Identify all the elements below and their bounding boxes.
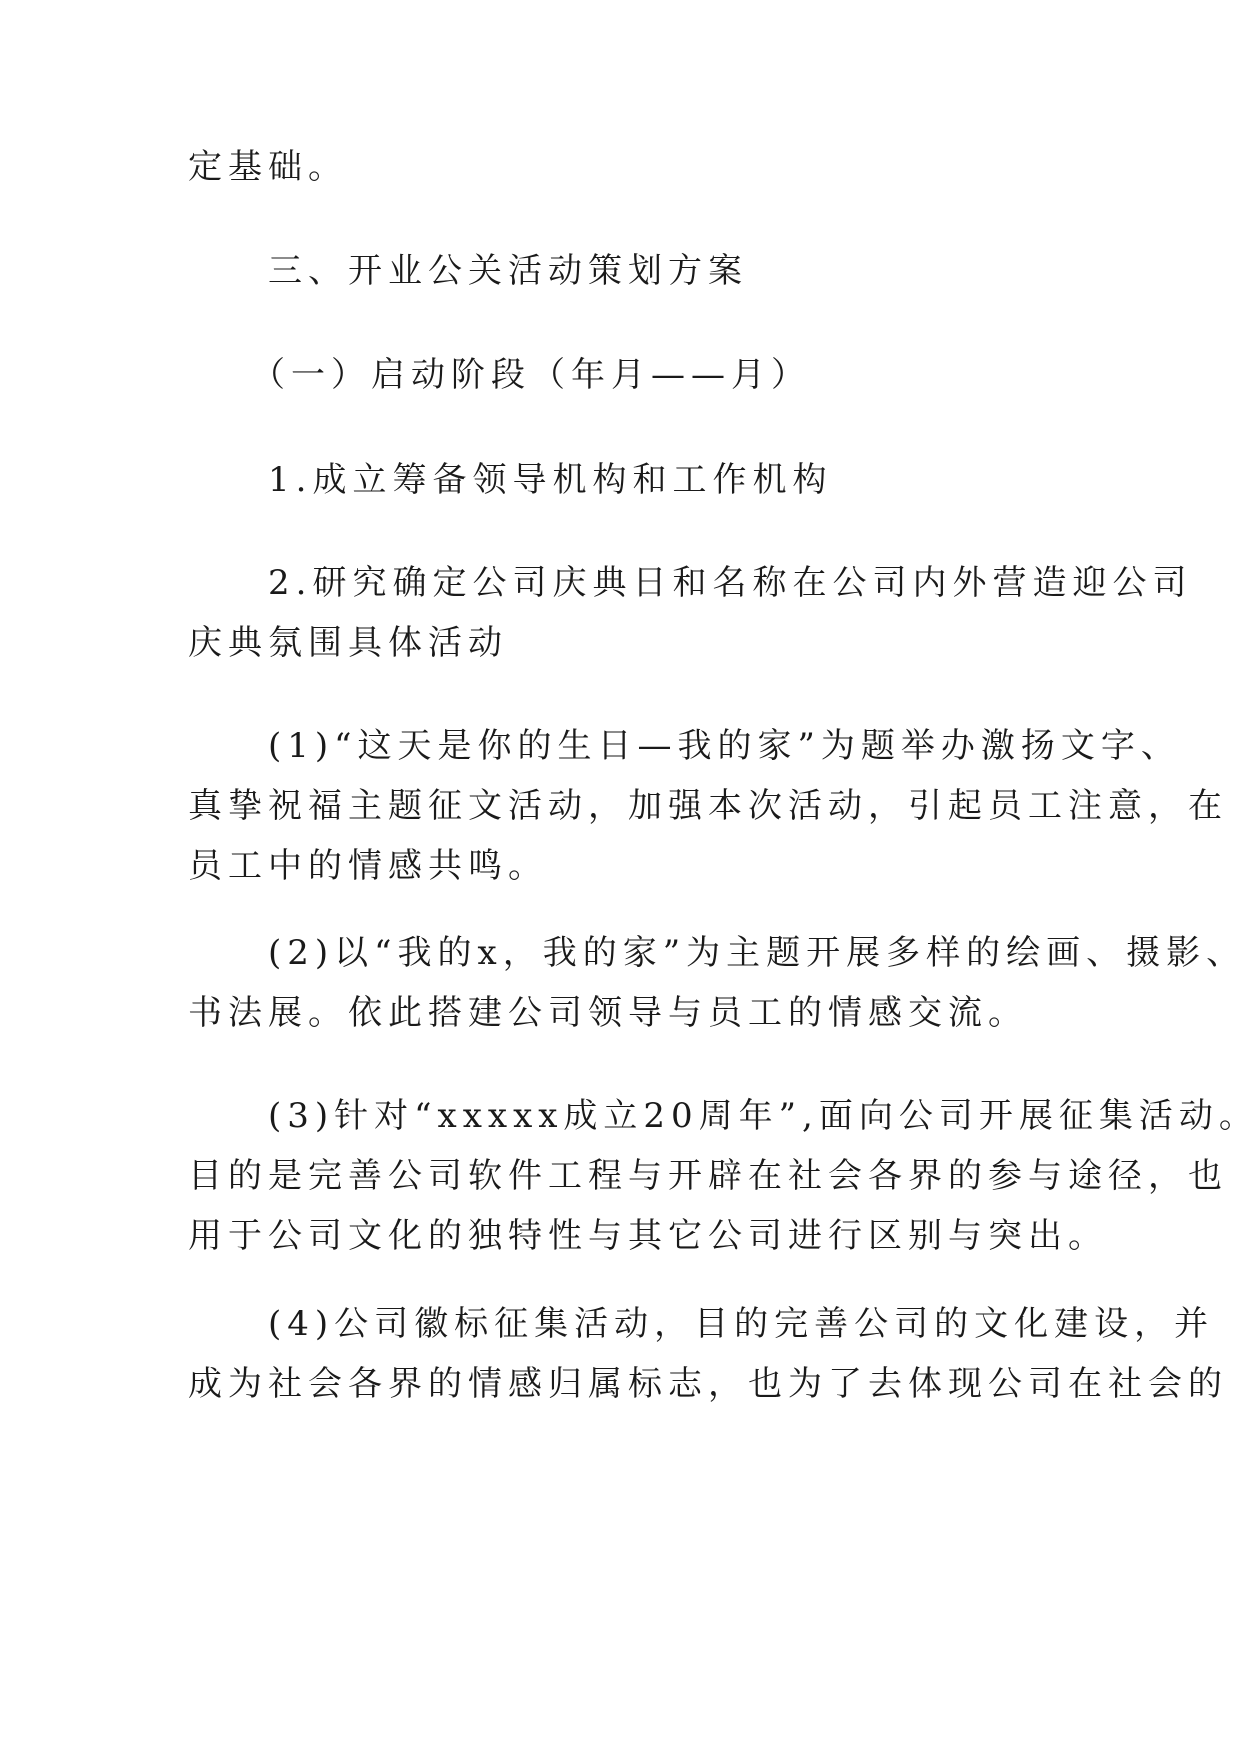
text-line: 三、开业公关活动策划方案 — [188, 251, 748, 291]
text-line: (1)“这天是你的生日—我的家”为题举办激扬文字、 — [188, 726, 1181, 766]
text-line: 成为社会各界的情感归属标志，也为了去体现公司在社会的 — [188, 1364, 1228, 1404]
sub-item-2 — [188, 923, 1247, 1043]
text-line: (4)公司徽标征集活动，目的完善公司的文化建设，并 — [188, 1304, 1215, 1344]
text-line: 真挚祝福主题征文活动，加强本次活动，引起员工注意，在 — [188, 786, 1228, 826]
text-line: 目的是完善公司软件工程与开辟在社会各界的参与途径，也 — [188, 1156, 1228, 1196]
text-line: (2)以“我的x，我的家”为主题开展多样的绘画、摄影、 — [188, 933, 1247, 973]
sub-item-1 — [188, 716, 1228, 896]
text-line: (3)针对“xxxxx成立20周年”,面向公司开展征集活动。 — [188, 1096, 1259, 1136]
text-line: 书法展。依此搭建公司领导与员工的情感交流。 — [188, 993, 1028, 1033]
text-line: 1.成立筹备领导机构和工作机构 — [188, 460, 833, 500]
section-heading-3 — [188, 241, 1050, 301]
sub-item-3 — [188, 1086, 1259, 1266]
text-line: 用于公司文化的独特性与其它公司进行区别与突出。 — [188, 1216, 1108, 1256]
list-item-1 — [188, 450, 1050, 510]
text-line: 员工中的情感共鸣。 — [188, 846, 548, 886]
list-item-2 — [188, 553, 1193, 673]
paragraph-foundation — [188, 137, 1050, 197]
text-line: 庆典氛围具体活动 — [188, 623, 508, 663]
text-line: 2.研究确定公司庆典日和名称在公司内外营造迎公司 — [188, 563, 1193, 603]
sub-item-4 — [188, 1294, 1228, 1414]
subsection-heading-1 — [188, 345, 1050, 405]
text-line: （一）启动阶段（年月——月） — [188, 355, 811, 395]
text-line: 定基础。 — [188, 147, 348, 187]
